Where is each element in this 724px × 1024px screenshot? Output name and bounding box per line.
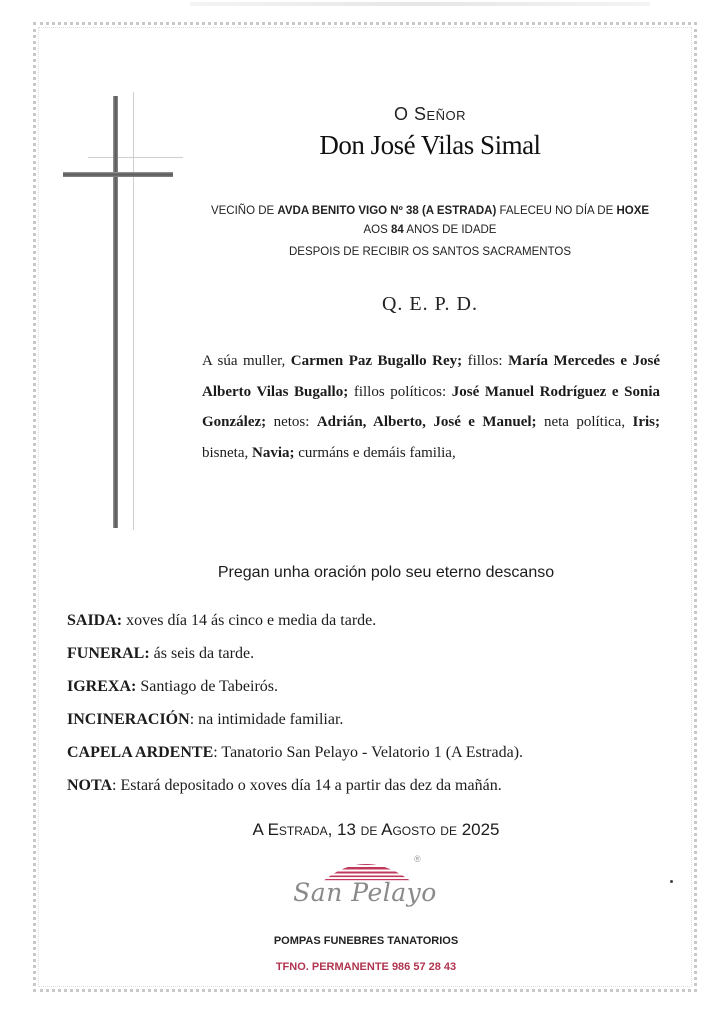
cross-shadow-horizontal — [88, 157, 183, 158]
residence-address: AVDA BENITO VIGO Nº 38 (A ESTRADA) — [277, 205, 497, 217]
age-suffix: ANOS DE IDADE — [403, 224, 497, 236]
death-day: HOXE — [616, 205, 650, 217]
detail-text: : Tanatorio San Pelayo - Velatorio 1 (A Estrada). — [213, 744, 524, 761]
logo-text: San Pelayo — [293, 878, 437, 907]
age-prefix: AOS — [363, 224, 391, 236]
phone-number: TFNO. PERMANENTE 986 57 28 43 — [275, 961, 457, 973]
detail-label: SAIDA: — [67, 612, 123, 629]
family-text: fillos políticos: — [348, 383, 452, 400]
detail-text: Santiago de Tabeirós. — [136, 678, 279, 695]
decorative-border-inner — [38, 27, 692, 987]
residence-prefix: VECIÑO DE — [210, 205, 278, 217]
place-date: A Estrada, 13 de Agosto de 2025 — [252, 820, 500, 839]
prayer-line: Pregan unha oración polo seu eterno descanso — [217, 564, 555, 581]
family-name: José Manuel Rodríguez e Sonia González; — [202, 383, 660, 430]
qepd: Q. E. P. D. — [381, 293, 478, 315]
detail-label: FUNERAL: — [67, 645, 150, 662]
family-text: bisneta, — [202, 444, 252, 461]
scan-speck — [670, 880, 673, 883]
detail-nota — [67, 774, 687, 807]
age-line — [170, 224, 690, 236]
detail-text: : na intimidade familiar. — [189, 711, 344, 728]
detail-saida — [67, 609, 687, 642]
family-name: Iris; — [632, 414, 660, 430]
family-text: netos: — [266, 414, 317, 430]
deceased-name: Don José Vilas Simal — [319, 130, 541, 160]
detail-label: IGREXA: — [67, 678, 137, 695]
honorific: O Señor — [393, 104, 467, 124]
detail-igrexa — [67, 675, 687, 708]
detail-text: ás seis da tarde. — [149, 645, 255, 662]
detail-capela — [67, 741, 687, 774]
detail-label: CAPELA ARDENTE — [67, 744, 214, 761]
family-text: neta política, — [536, 414, 633, 430]
cross-vertical-bar — [113, 96, 118, 528]
family-name: Navia; — [252, 444, 295, 461]
family-name: Carmen Paz Bugallo Rey; — [290, 353, 463, 369]
residence-line — [170, 205, 690, 217]
ceremony-details — [67, 609, 687, 807]
detail-text: : Estará depositado o xoves día 14 a partir das dez da mañán. — [112, 777, 502, 794]
detail-incineracion — [67, 708, 687, 741]
detail-label: NOTA — [67, 777, 113, 794]
death-text: FALECEU NO DÍA DE — [496, 205, 617, 217]
registered-mark: ® — [414, 854, 421, 864]
family-name: María Mercedes e José Alberto Vilas Bugallo; — [202, 353, 660, 400]
family-text: fillos: — [462, 353, 509, 369]
detail-text: xoves día 14 ás cinco e media da tarde. — [122, 612, 377, 629]
family-text: curmáns e demáis familia, — [294, 444, 456, 461]
family-text: A súa muller, — [202, 353, 291, 369]
cross-horizontal-bar — [63, 172, 173, 177]
company-tagline: POMPAS FUNEBRES TANATORIOS — [273, 935, 459, 947]
family-paragraph — [202, 346, 660, 468]
sacraments-line: DESPOIS DE RECIBIR OS SANTOS SACRAMENTOS — [288, 246, 572, 258]
family-name: Adrián, Alberto, José e Manuel; — [316, 414, 537, 430]
detail-label: INCINERACIÓN — [67, 711, 190, 728]
age-value: 84 — [391, 224, 404, 236]
detail-funeral — [67, 642, 687, 675]
san-pelayo-logo — [290, 852, 440, 922]
scan-mark — [190, 2, 650, 6]
